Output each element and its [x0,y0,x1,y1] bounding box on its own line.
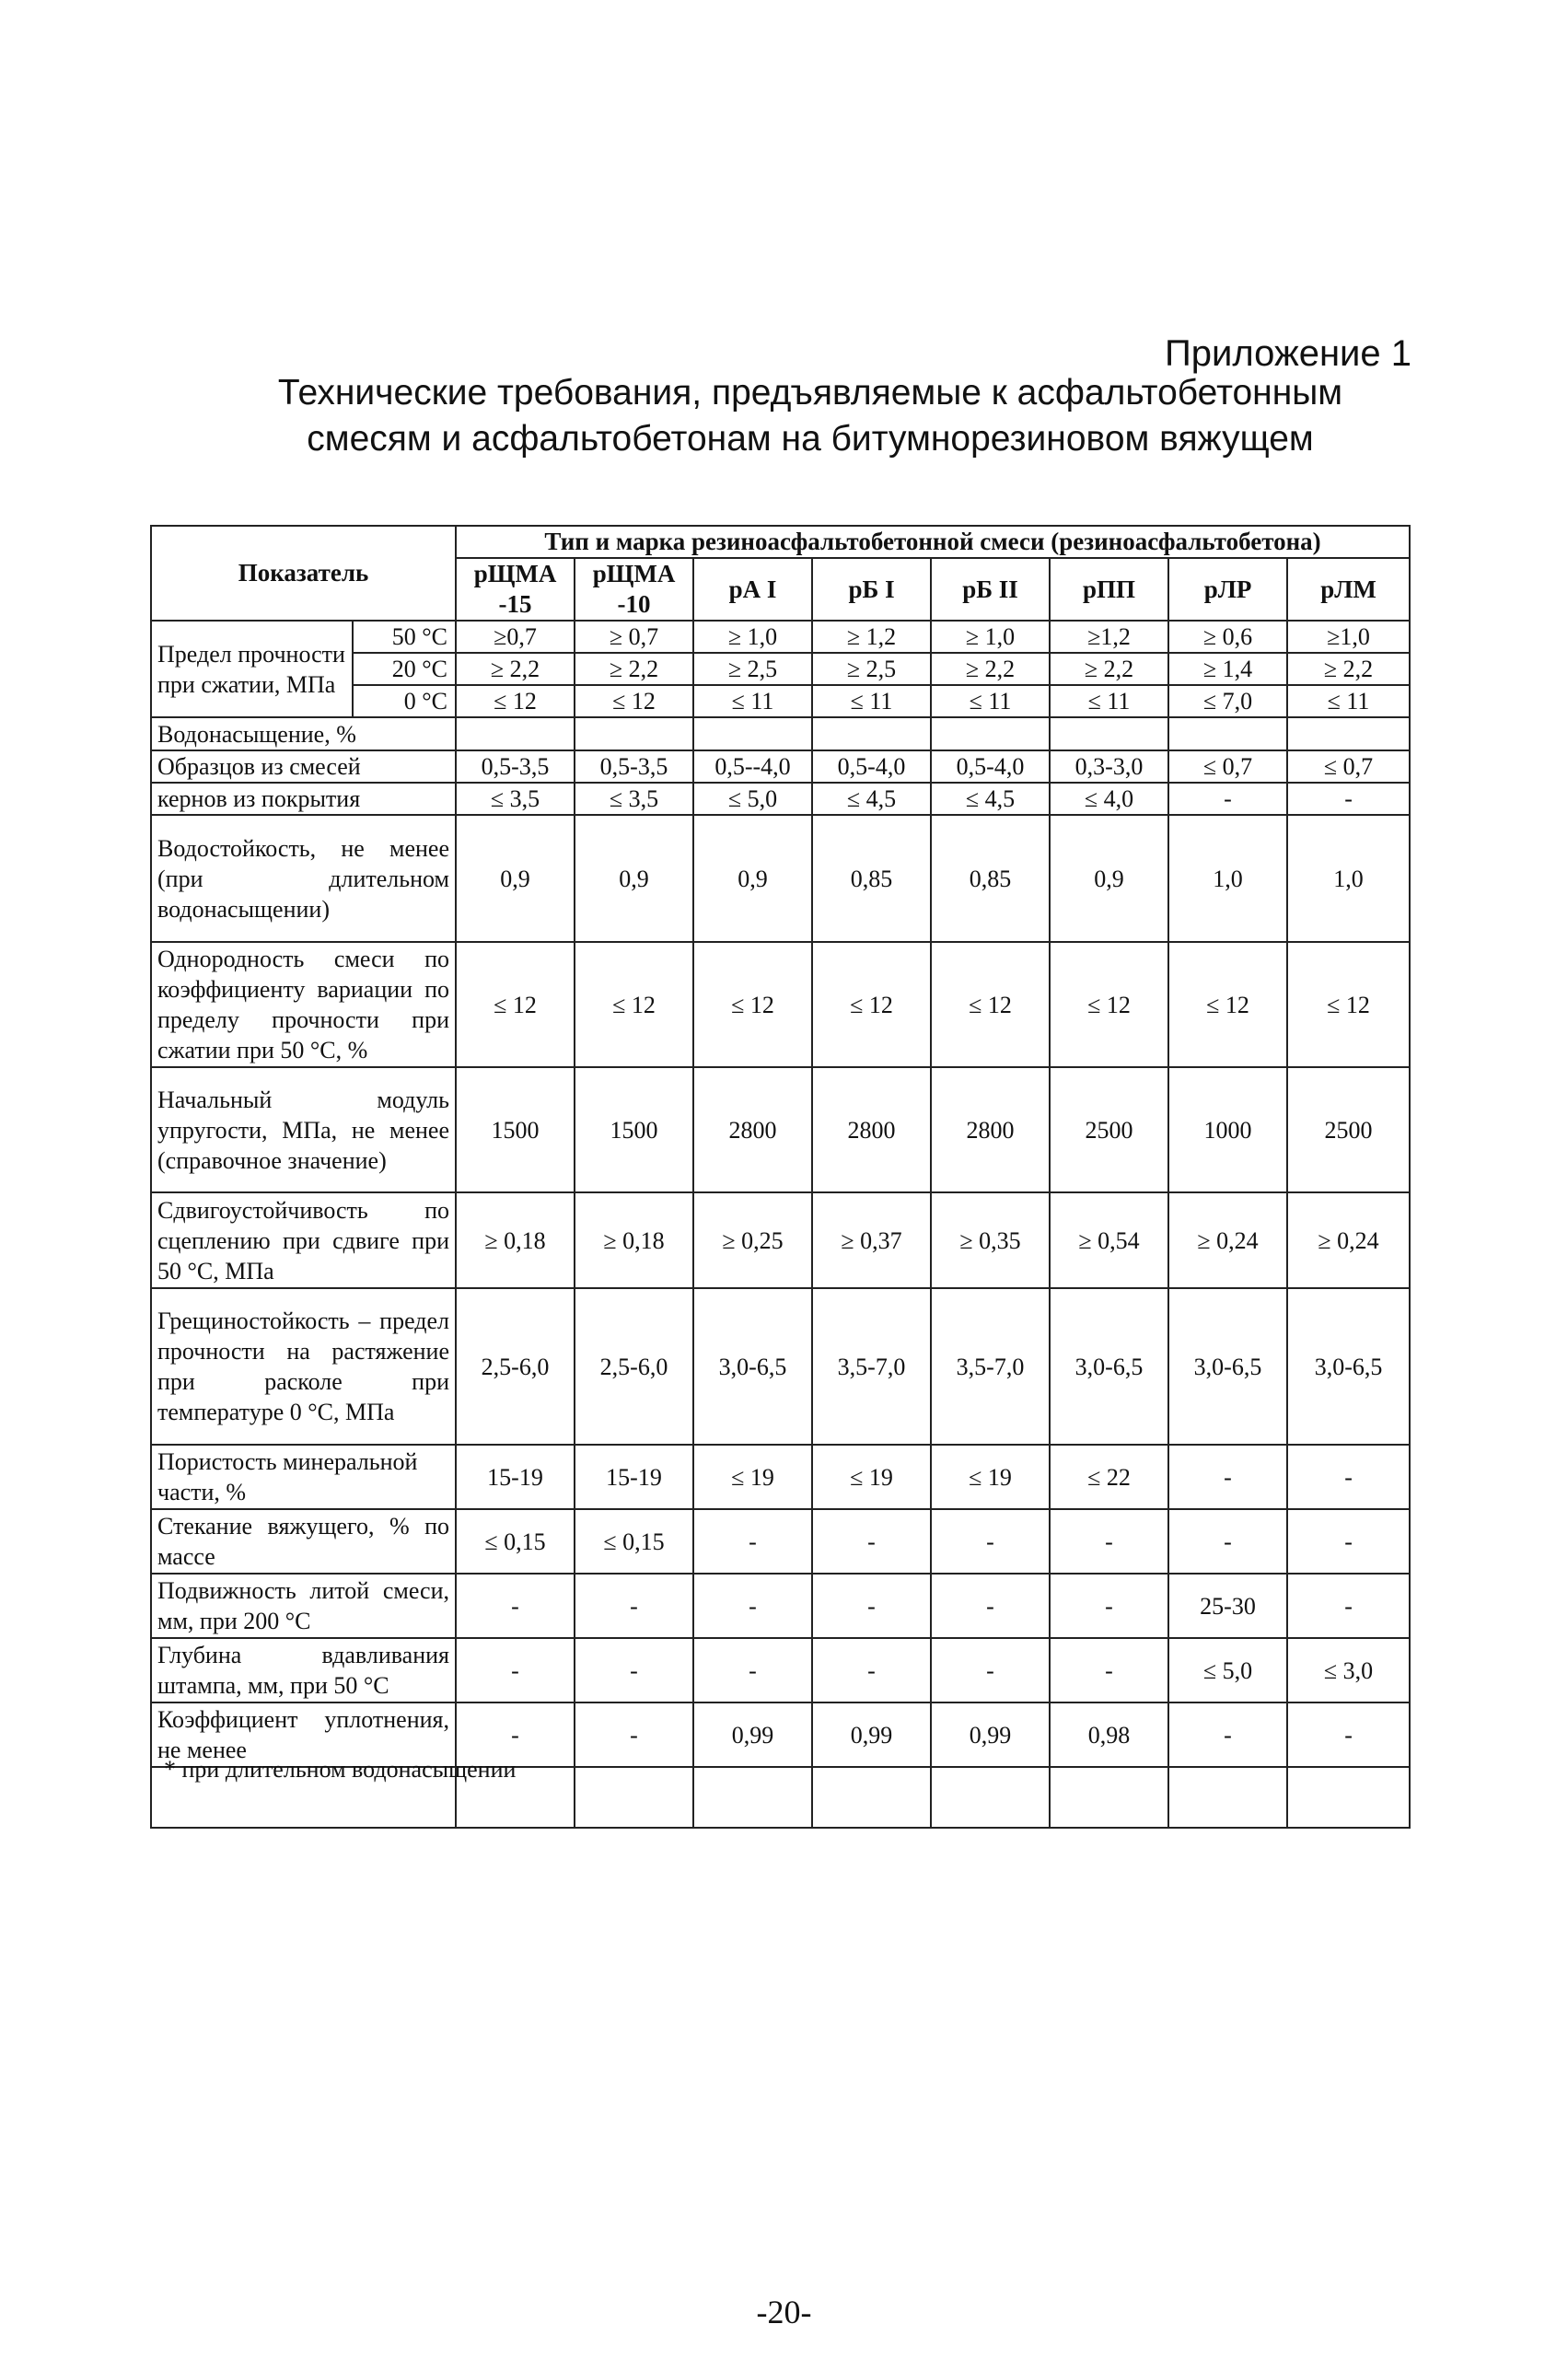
value-cell: 2,5-6,0 [575,1288,693,1445]
value-cell: ≥0,7 [456,621,575,653]
table-row [151,942,1410,1067]
value-cell: ≥ 2,2 [931,653,1050,685]
value-cell: ≤ 12 [1168,942,1287,1067]
value-cell: ≤ 11 [931,685,1050,717]
table-row [151,1445,1410,1509]
table-row [151,750,1410,783]
value-cell: 0,5-4,0 [812,750,931,783]
value-cell: ≥ 2,5 [693,653,812,685]
value-cell: ≤ 12 [931,942,1050,1067]
value-cell: ≤ 3,5 [456,783,575,815]
value-cell: 1,0 [1168,815,1287,942]
page-number: -20- [756,2294,812,2330]
value-cell: - [931,1574,1050,1638]
value-cell: ≤ 19 [931,1445,1050,1509]
temperature-cell: 20 °С [353,653,456,685]
column-header: рЩМА -10 [575,558,693,621]
row-label: Начальный модуль упругости, МПа, не менее (справочное значение) [151,1067,456,1192]
group-header: Тип и марка резиноасфальтобетонной смеси (резиноасфальтобетона) [456,526,1410,558]
value-cell: ≤ 12 [575,942,693,1067]
value-cell: ≤ 0,7 [1287,750,1410,783]
title-line-1: Технические требования, предъявляемые к асфальтобетонным [277,373,1343,413]
value-cell: 0,99 [931,1702,1050,1767]
value-cell: - [1287,1509,1410,1574]
value-cell: ≤ 7,0 [1168,685,1287,717]
table-row [151,1509,1410,1574]
value-cell: ≤ 4,0 [1050,783,1168,815]
value-cell: 0,99 [693,1702,812,1767]
value-cell [931,1767,1050,1828]
row-label: Образцов из смесей [151,750,456,783]
value-cell: ≤ 3,0 [1287,1638,1410,1702]
column-header: рЛМ [1287,558,1410,621]
value-cell: ≥ 2,5 [812,653,931,685]
value-cell [812,1767,931,1828]
value-cell: ≤ 4,5 [812,783,931,815]
row-label: Грещиностойкость – предел прочности на растяжение при расколе при температуре 0 °С, МПа [151,1288,456,1445]
value-cell: 2800 [931,1067,1050,1192]
value-cell: - [1050,1638,1168,1702]
table-row [151,783,1410,815]
value-cell: 3,0-6,5 [1168,1288,1287,1445]
value-cell: - [1050,1574,1168,1638]
value-cell: - [931,1638,1050,1702]
value-cell: - [693,1509,812,1574]
value-cell: ≥ 1,0 [693,621,812,653]
value-cell [1168,1767,1287,1828]
value-cell: - [1287,1574,1410,1638]
value-cell: - [1168,1509,1287,1574]
title-line-2: смесям и асфальтобетонам на битумнорезиновом вяжущем [307,419,1314,459]
row-label: Сдвигоустойчивость по сцеплению при сдвиге при 50 °С, МПа [151,1192,456,1288]
row-label: Пористость минеральной части, % [151,1445,456,1509]
value-cell: ≥ 2,2 [575,653,693,685]
value-cell: ≤ 22 [1050,1445,1168,1509]
value-cell: - [931,1509,1050,1574]
table-row [151,717,1410,750]
value-cell: ≥1,2 [1050,621,1168,653]
column-header: рЛР [1168,558,1287,621]
value-cell: ≤ 5,0 [693,783,812,815]
value-cell: ≥ 1,4 [1168,653,1287,685]
value-cell: ≤ 12 [693,942,812,1067]
value-cell: 2800 [812,1067,931,1192]
value-cell [1050,1767,1168,1828]
value-cell: 2800 [693,1067,812,1192]
value-cell: ≥ 0,24 [1287,1192,1410,1288]
value-cell: 1500 [456,1067,575,1192]
value-cell: 15-19 [456,1445,575,1509]
temperature-cell: 0 °С [353,685,456,717]
row-label: кернов из покрытия [151,783,456,815]
value-cell: ≤ 12 [1287,942,1410,1067]
value-cell: 0,5-3,5 [575,750,693,783]
table-row [151,1638,1410,1702]
value-cell: 3,5-7,0 [931,1288,1050,1445]
value-cell: - [812,1509,931,1574]
column-header: рЩМА -15 [456,558,575,621]
column-header: рА I [693,558,812,621]
value-cell: ≤ 12 [1050,942,1168,1067]
value-cell: ≤ 11 [1050,685,1168,717]
value-cell: ≥ 2,2 [1287,653,1410,685]
value-cell [575,1767,693,1828]
table-row [151,815,1410,942]
value-cell: ≥ 2,2 [1050,653,1168,685]
row-label: Водостойкость, не менее (при длительном водонасыщении) [151,815,456,942]
document-title [212,370,1409,462]
value-cell: ≤ 0,15 [456,1509,575,1574]
value-cell: ≥1,0 [1287,621,1410,653]
value-cell [693,1767,812,1828]
value-cell: 3,0-6,5 [693,1288,812,1445]
value-cell: 0,85 [812,815,931,942]
value-cell: 1500 [575,1067,693,1192]
value-cell: - [575,1574,693,1638]
column-header: рБ II [931,558,1050,621]
temperature-cell: 50 °С [353,621,456,653]
footnote: * при длительном водонасыщении [164,1756,517,1783]
value-cell: - [812,1574,931,1638]
column-header: рПП [1050,558,1168,621]
value-cell: 3,5-7,0 [812,1288,931,1445]
value-cell: ≥ 0,18 [575,1192,693,1288]
value-cell: ≥ 0,18 [456,1192,575,1288]
requirements-table [150,525,1411,1829]
value-cell: 1000 [1168,1067,1287,1192]
value-cell: 0,3-3,0 [1050,750,1168,783]
value-cell: ≥ 2,2 [456,653,575,685]
value-cell: 0,9 [575,815,693,942]
table-row [151,1288,1410,1445]
value-cell: ≤ 19 [812,1445,931,1509]
row-label: Глубина вдавливания штампа, мм, при 50 °С [151,1638,456,1702]
value-cell: ≤ 19 [693,1445,812,1509]
value-cell: 3,0-6,5 [1287,1288,1410,1445]
row-label: Однородность смеси по коэффициенту вариации по пределу прочности при сжатии при 50 °С, % [151,942,456,1067]
row-label: Коэффициент уплотнения, не менее [151,1702,456,1767]
row-label: Подвижность литой смеси, мм, при 200 °С [151,1574,456,1638]
value-cell: ≤ 11 [812,685,931,717]
value-cell: ≤ 5,0 [1168,1638,1287,1702]
value-cell: ≤ 0,7 [1168,750,1287,783]
value-cell: 0,98 [1050,1702,1168,1767]
table-row [151,1067,1410,1192]
value-cell: - [456,1574,575,1638]
value-cell: ≥ 1,2 [812,621,931,653]
value-cell [1287,1767,1410,1828]
column-header: рБ I [812,558,931,621]
value-cell: - [1168,783,1287,815]
value-cell: 2,5-6,0 [456,1288,575,1445]
value-cell: ≤ 0,15 [575,1509,693,1574]
value-cell: ≥ 0,25 [693,1192,812,1288]
value-cell: - [693,1574,812,1638]
value-cell: 0,5-4,0 [931,750,1050,783]
value-cell: ≤ 4,5 [931,783,1050,815]
value-cell: - [1050,1509,1168,1574]
value-cell: - [1287,783,1410,815]
value-cell: 0,5--4,0 [693,750,812,783]
value-cell: 3,0-6,5 [1050,1288,1168,1445]
value-cell: - [1287,1445,1410,1509]
value-cell: ≤ 12 [575,685,693,717]
appendix-label: Приложение 1 [1165,333,1411,374]
value-cell: 15-19 [575,1445,693,1509]
value-cell: ≤ 11 [1287,685,1410,717]
value-cell: - [575,1702,693,1767]
value-cell: 0,99 [812,1702,931,1767]
value-cell: 0,9 [456,815,575,942]
table-row [151,1574,1410,1638]
value-cell: ≤ 3,5 [575,783,693,815]
water-saturation-label: Водонасыщение, % [151,717,456,750]
value-cell: 2500 [1287,1067,1410,1192]
value-cell: ≤ 12 [456,685,575,717]
value-cell: - [456,1702,575,1767]
value-cell: - [812,1638,931,1702]
value-cell: - [693,1638,812,1702]
value-cell: - [1287,1702,1410,1767]
value-cell: - [575,1638,693,1702]
value-cell: 2500 [1050,1067,1168,1192]
value-cell: ≥ 0,24 [1168,1192,1287,1288]
row-label: Стекание вяжущего, % по массе [151,1509,456,1574]
value-cell: 1,0 [1287,815,1410,942]
strength-label: Предел прочности при сжатии, МПа [151,621,353,717]
value-cell: ≥ 0,37 [812,1192,931,1288]
value-cell: ≤ 11 [693,685,812,717]
value-cell: - [1168,1702,1287,1767]
value-cell: ≤ 12 [456,942,575,1067]
value-cell: - [456,1638,575,1702]
value-cell: 0,9 [1050,815,1168,942]
indicator-header: Показатель [151,526,456,621]
value-cell: ≥ 0,6 [1168,621,1287,653]
value-cell: ≥ 0,54 [1050,1192,1168,1288]
value-cell: ≥ 1,0 [931,621,1050,653]
value-cell: 25-30 [1168,1574,1287,1638]
value-cell: ≤ 12 [812,942,931,1067]
table-row [151,621,1410,653]
value-cell: ≥ 0,35 [931,1192,1050,1288]
value-cell: 0,9 [693,815,812,942]
value-cell: 0,85 [931,815,1050,942]
value-cell: ≥ 0,7 [575,621,693,653]
value-cell: 0,5-3,5 [456,750,575,783]
value-cell: - [1168,1445,1287,1509]
table-row [151,1192,1410,1288]
